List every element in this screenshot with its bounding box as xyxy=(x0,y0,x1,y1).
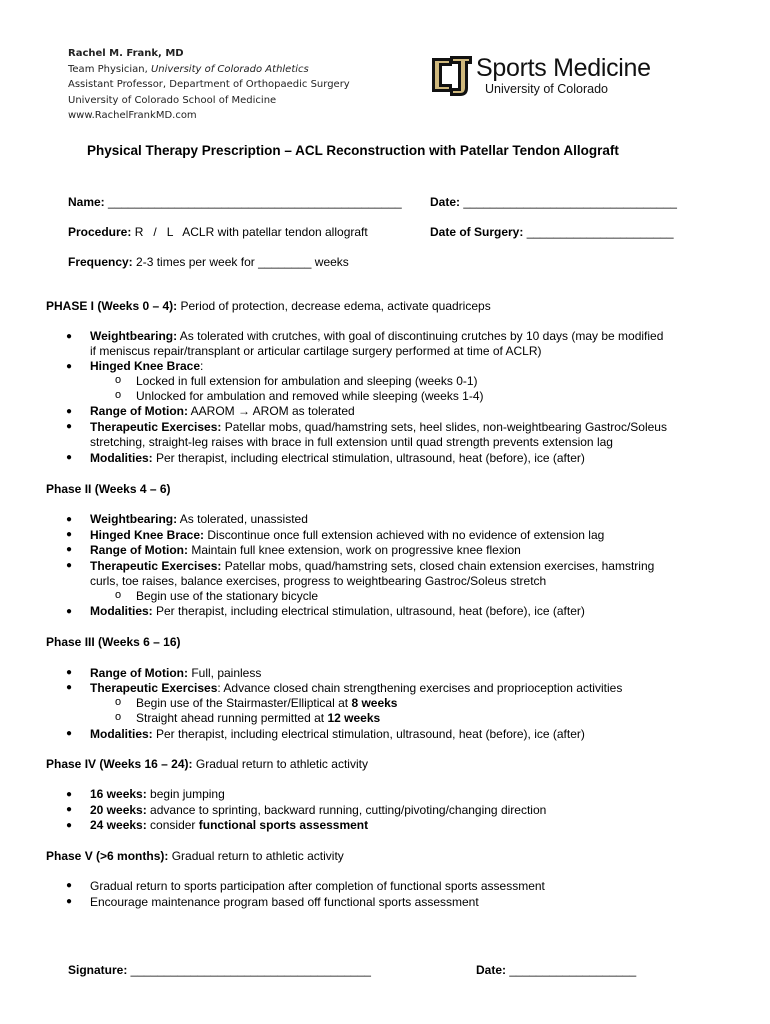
date-label: Date: xyxy=(430,195,461,209)
date-blank[interactable]: ________________________________ xyxy=(463,195,677,209)
list-item: Gradual return to sports participation after completion of functional sports assessment xyxy=(90,879,545,893)
bullet-icon: ● xyxy=(66,514,73,525)
phase5-goal: Gradual return to athletic activity xyxy=(168,849,344,863)
item-text: consider xyxy=(146,818,199,832)
item-label: Range of Motion: xyxy=(90,404,188,418)
name-blank[interactable]: ____________________________________________ xyxy=(108,195,402,209)
list-item xyxy=(90,727,585,742)
signature-blank[interactable]: ____________________________________ xyxy=(127,963,371,977)
item-text: Per therapist, including electrical stimulation, ultrasound, heat (before), ice (after) xyxy=(152,604,585,618)
document-title: Physical Therapy Prescription – ACL Reconstruction with Patellar Tendon Allograft xyxy=(87,143,619,158)
item-label: Therapeutic Exercises: xyxy=(90,420,222,434)
bullet-icon: ● xyxy=(66,804,73,815)
bullet-icon: ● xyxy=(66,820,73,831)
item-emphasis: 8 weeks xyxy=(351,696,398,710)
item-text: Patellar mobs, quad/hamstring sets, closed chain extension exercises, hamstring xyxy=(221,559,655,573)
item-emphasis: functional sports assessment xyxy=(198,818,369,832)
item-text: Begin use of the Stairmaster/Elliptical at xyxy=(136,696,352,710)
bullet-icon: ● xyxy=(66,529,73,540)
list-item xyxy=(90,543,521,558)
item-text: : Advance closed chain strengthening exercises and proprioception activities xyxy=(217,681,623,695)
item-label: Modalities: xyxy=(90,451,153,465)
list-item: Encourage maintenance program based off functional sports assessment xyxy=(90,895,479,909)
bullet-icon: ● xyxy=(66,896,73,907)
footer-date-field[interactable] xyxy=(476,963,636,977)
list-item-cont: curls, toe raises, balance exercises, progress to weightbearing Gastroc/Soleus stretch xyxy=(90,574,547,588)
list-item xyxy=(90,787,225,802)
frequency-field[interactable] xyxy=(68,255,349,269)
bullet-icon: ● xyxy=(66,544,73,555)
name-label: Name: xyxy=(68,195,105,209)
bullet-icon: ● xyxy=(66,361,73,372)
physician-website[interactable]: www.RachelFrankMD.com xyxy=(68,110,197,121)
item-text: Straight ahead running permitted at xyxy=(136,711,328,725)
bullet-icon: ● xyxy=(66,331,73,342)
item-text: Per therapist, including electrical stimulation, ultrasound, heat (before), ice (after) xyxy=(152,727,585,741)
list-item xyxy=(90,420,667,435)
procedure-label: Procedure: xyxy=(68,225,132,239)
bullet-icon: ● xyxy=(66,667,73,678)
item-label: Range of Motion: xyxy=(90,666,188,680)
surgery-date-blank[interactable]: ______________________ xyxy=(526,225,674,239)
list-item xyxy=(90,359,203,374)
sub-list-item: Unlocked for ambulation and removed while sleeping (weeks 1-4) xyxy=(136,389,484,403)
list-item xyxy=(90,451,585,466)
item-label: 16 weeks: xyxy=(90,787,147,801)
list-item xyxy=(90,404,355,419)
item-text: AAROM → AROM as tolerated xyxy=(187,404,355,418)
bullet-icon: ● xyxy=(66,682,73,693)
procedure-field xyxy=(68,225,368,239)
sub-bullet-icon: o xyxy=(115,389,122,401)
sub-bullet-icon: o xyxy=(115,589,122,601)
bullet-icon: ● xyxy=(66,421,73,432)
sub-bullet-icon: o xyxy=(115,374,122,386)
bullet-icon: ● xyxy=(66,452,73,463)
list-item-cont: if meniscus repair/transplant or articular cartilage surgery performed at time of ACLR) xyxy=(90,344,542,358)
item-text: Maintain full knee extension, work on progressive knee flexion xyxy=(187,543,521,557)
title-prefix: Team Physician, xyxy=(68,63,151,75)
phase3-heading: Phase III (Weeks 6 – 16) xyxy=(46,635,181,649)
item-text: As tolerated, unassisted xyxy=(177,512,308,526)
sub-list-item: Locked in full extension for ambulation and sleeping (weeks 0-1) xyxy=(136,374,478,388)
list-item xyxy=(90,681,622,696)
list-item xyxy=(90,512,308,527)
item-label: Range of Motion: xyxy=(90,543,188,557)
list-item xyxy=(90,329,663,344)
footer-date-label: Date: xyxy=(476,963,507,977)
item-label: Modalities: xyxy=(90,604,153,618)
item-label: 20 weeks: xyxy=(90,803,147,817)
physician-department: Assistant Professor, Department of Orthopaedic Surgery xyxy=(68,79,350,90)
item-text: Patellar mobs, quad/hamstring sets, heel slides, non-weightbearing Gastroc/Soleus xyxy=(221,420,667,434)
sub-bullet-icon: o xyxy=(115,711,122,723)
bullet-icon: ● xyxy=(66,880,73,891)
frequency-value[interactable]: 2-3 times per week for ________ weeks xyxy=(132,255,349,269)
procedure-value[interactable]: R / L ACLR with patellar tendon allograft xyxy=(131,225,368,239)
phase5-title: Phase V (>6 months): xyxy=(46,849,169,863)
bullet-icon: ● xyxy=(66,606,73,617)
date-field[interactable] xyxy=(430,195,677,209)
list-item xyxy=(90,818,368,833)
item-text: Per therapist, including electrical stimulation, ultrasound, heat (before), ice (after) xyxy=(152,451,585,465)
surgery-date-label: Date of Surgery: xyxy=(430,225,524,239)
name-field[interactable] xyxy=(68,195,402,209)
logo-subtitle: University of Colorado xyxy=(485,82,608,96)
item-label: Hinged Knee Brace: xyxy=(90,528,205,542)
logo-title: Sports Medicine xyxy=(476,54,651,82)
phase1-title: PHASE I (Weeks 0 – 4): xyxy=(46,299,178,313)
item-label: Weightbearing: xyxy=(90,329,178,343)
phase4-goal: Gradual return to athletic activity xyxy=(192,757,368,771)
signature-label: Signature: xyxy=(68,963,128,977)
sub-list-item xyxy=(136,696,397,711)
physician-school: University of Colorado School of Medicine xyxy=(68,94,277,106)
sub-list-item: Begin use of the stationary bicycle xyxy=(136,589,319,603)
cu-sports-medicine-logo xyxy=(430,52,690,100)
surgery-date-field[interactable] xyxy=(430,225,674,239)
list-item xyxy=(90,528,604,543)
item-label: Hinged Knee Brace xyxy=(90,359,201,373)
item-text: Full, painless xyxy=(187,666,262,680)
physician-title xyxy=(68,62,350,78)
list-item-cont: stretching, straight-leg raises with brace in full extension until quad strength prevents extension lag xyxy=(90,435,613,449)
sub-list-item xyxy=(136,711,380,726)
list-item xyxy=(90,604,585,619)
frequency-label: Frequency: xyxy=(68,255,133,269)
bullet-icon: ● xyxy=(66,789,73,800)
item-emphasis: 12 weeks xyxy=(327,711,381,725)
list-item xyxy=(90,803,546,818)
bullet-icon: ● xyxy=(66,728,73,739)
sub-bullet-icon: o xyxy=(115,696,122,708)
signature-field[interactable] xyxy=(68,963,371,977)
phase1-goal: Period of protection, decrease edema, activate quadriceps xyxy=(177,299,491,313)
item-label: Modalities: xyxy=(90,727,153,741)
item-text: advance to sprinting, backward running, cutting/pivoting/changing direction xyxy=(146,803,547,817)
phase5-heading xyxy=(46,849,344,863)
footer-date-blank[interactable]: ___________________ xyxy=(506,963,637,977)
cu-logo-icon xyxy=(430,52,474,98)
item-text: : xyxy=(200,359,204,373)
list-item xyxy=(90,559,654,574)
physician-info xyxy=(68,46,350,124)
phase2-heading: Phase II (Weeks 4 – 6) xyxy=(46,482,171,496)
phase4-title: Phase IV (Weeks 16 – 24): xyxy=(46,757,193,771)
item-text: Discontinue once full extension achieved with no evidence of extension lag xyxy=(204,528,605,542)
phase4-heading xyxy=(46,757,368,771)
item-label: Weightbearing: xyxy=(90,512,178,526)
bullet-icon: ● xyxy=(66,560,73,571)
phase1-heading xyxy=(46,299,491,313)
item-label: Therapeutic Exercises xyxy=(90,681,218,695)
item-text: As tolerated with crutches, with goal of discontinuing crutches by 10 days (may be modified xyxy=(177,329,664,343)
title-affiliation: University of Colorado Athletics xyxy=(150,63,309,75)
list-item xyxy=(90,666,261,681)
bullet-icon: ● xyxy=(66,406,73,417)
item-text: begin jumping xyxy=(146,787,225,801)
item-label: 24 weeks: xyxy=(90,818,147,832)
physician-name: Rachel M. Frank, MD xyxy=(68,48,184,59)
item-label: Therapeutic Exercises: xyxy=(90,559,222,573)
